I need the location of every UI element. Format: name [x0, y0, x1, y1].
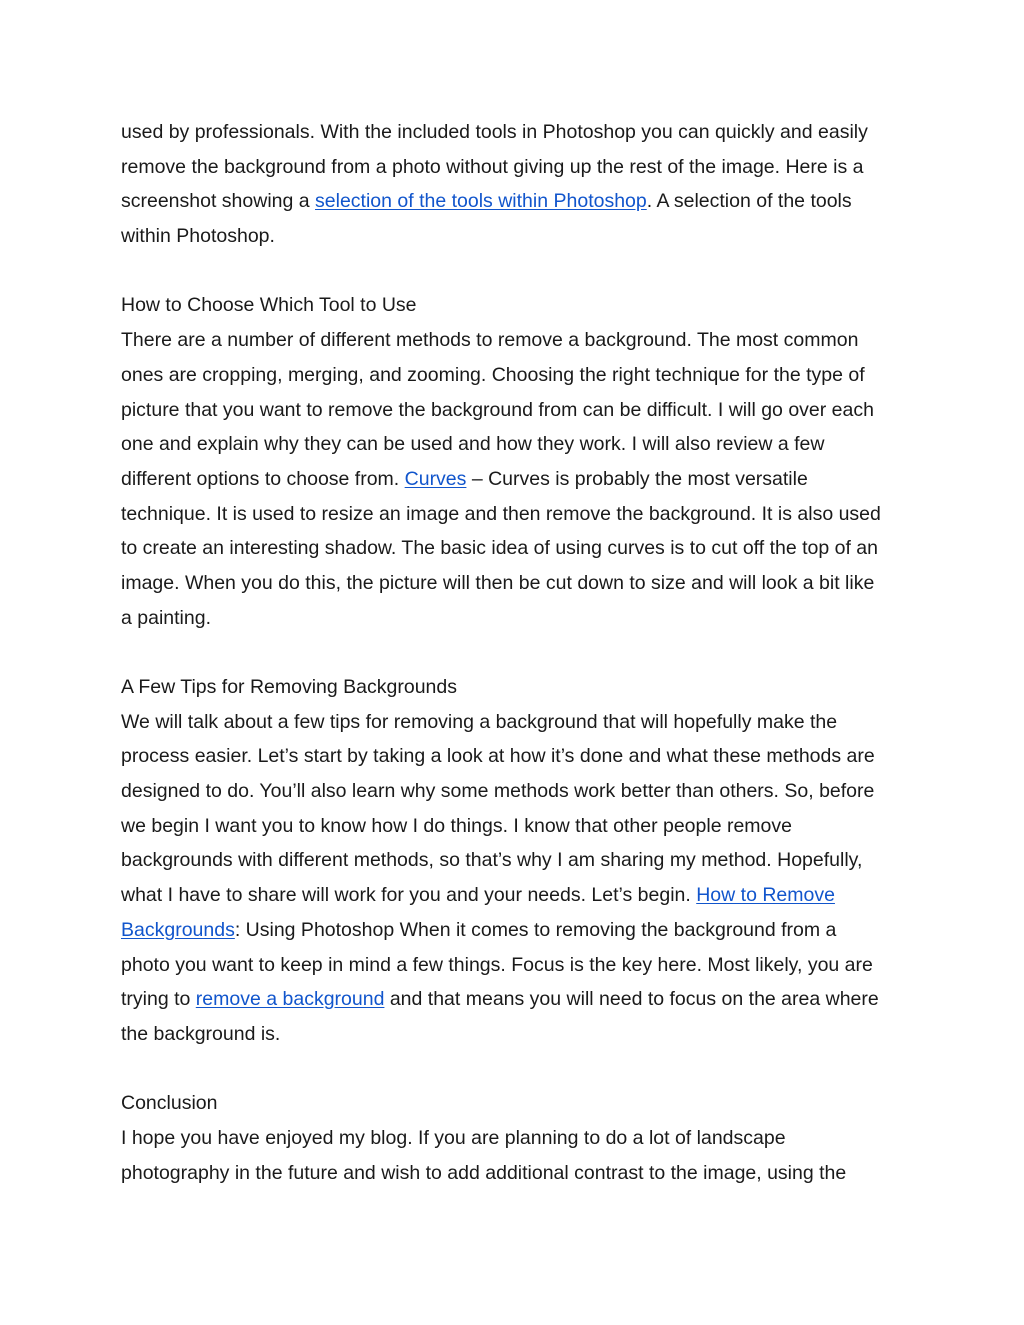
text-line: the background is. — [121, 1022, 281, 1045]
text-span: screenshot showing a — [121, 190, 316, 213]
text-line — [121, 878, 921, 913]
text-line: a painting. — [121, 606, 211, 629]
text-span: . A selection of the tools — [646, 190, 852, 213]
section-heading: A Few Tips for Removing Backgrounds — [121, 676, 457, 698]
link-how-to-remove-backgrounds-cont[interactable]: Backgrounds — [121, 918, 235, 941]
paragraph-gap — [121, 635, 921, 670]
text-line: photo you want to keep in mind a few things. Focus is the key here. Most likely, you are — [121, 953, 873, 976]
text-line: remove the background from a photo without giving up the rest of the image. Here is a — [121, 155, 864, 178]
text-span: what I have to share will work for you and your needs. Let’s begin. — [121, 884, 697, 907]
text-line: we begin I want you to know how I do things. I know that other people remove — [121, 814, 792, 837]
text-line — [121, 184, 921, 219]
section-tips — [121, 670, 921, 1052]
text-line — [121, 913, 921, 948]
paragraph-gap — [121, 254, 921, 289]
section-heading: How to Choose Which Tool to Use — [121, 294, 417, 317]
text-line: We will talk about a few tips for removing a background that will hopefully make the — [121, 710, 838, 733]
text-line: to create an interesting shadow. The basic idea of using curves is to cut off the top of an — [121, 537, 878, 560]
text-span: : Using Photoshop When it comes to removing the background from a — [234, 918, 837, 941]
link-remove-a-background[interactable]: remove a background — [195, 988, 385, 1011]
intro-paragraph — [121, 115, 921, 254]
link-curves[interactable]: Curves — [404, 467, 467, 490]
text-span: and that means you will need to focus on the area where — [384, 988, 879, 1011]
text-line: There are a number of different methods to remove a background. The most common — [121, 329, 859, 352]
text-span: – Curves is probably the most versatile — [466, 467, 808, 490]
section-choose-tool — [121, 288, 921, 635]
text-span: trying to — [121, 988, 196, 1011]
text-line: image. When you do this, the picture will then be cut down to size and will look a bit like — [121, 571, 875, 594]
text-line: used by professionals. With the included tools in Photoshop you can quickly and easily — [121, 121, 868, 143]
text-line: photography in the future and wish to add additional contrast to the image, using the — [121, 1161, 847, 1184]
link-selection-of-tools[interactable]: selection of the tools within Photoshop — [315, 190, 647, 213]
text-line: process easier. Let’s start by taking a look at how it’s done and what these methods are — [121, 745, 875, 768]
text-line: I hope you have enjoyed my blog. If you are planning to do a lot of landscape — [121, 1126, 786, 1149]
text-line: within Photoshop. — [121, 225, 275, 248]
text-line: picture that you want to remove the background from can be difficult. I will go over each — [121, 398, 874, 421]
text-span: different options to choose from. — [121, 467, 405, 490]
document-page — [121, 115, 921, 1190]
paragraph-gap — [121, 1052, 921, 1087]
link-how-to-remove-backgrounds[interactable]: How to Remove — [696, 884, 835, 907]
text-line: technique. It is used to resize an image and then remove the background. It is also used — [121, 502, 881, 525]
text-line — [121, 462, 921, 497]
text-line: one and explain why they can be used and how they work. I will also review a few — [121, 433, 825, 456]
text-line: ones are cropping, merging, and zooming. Choosing the right technique for the type of — [121, 363, 865, 386]
section-conclusion — [121, 1086, 921, 1190]
text-line: designed to do. You’ll also learn why some methods work better than others. So, before — [121, 780, 875, 803]
text-line — [121, 982, 921, 1017]
text-line: backgrounds with different methods, so that’s why I am sharing my method. Hopefully, — [121, 849, 863, 872]
section-heading: Conclusion — [121, 1092, 218, 1115]
